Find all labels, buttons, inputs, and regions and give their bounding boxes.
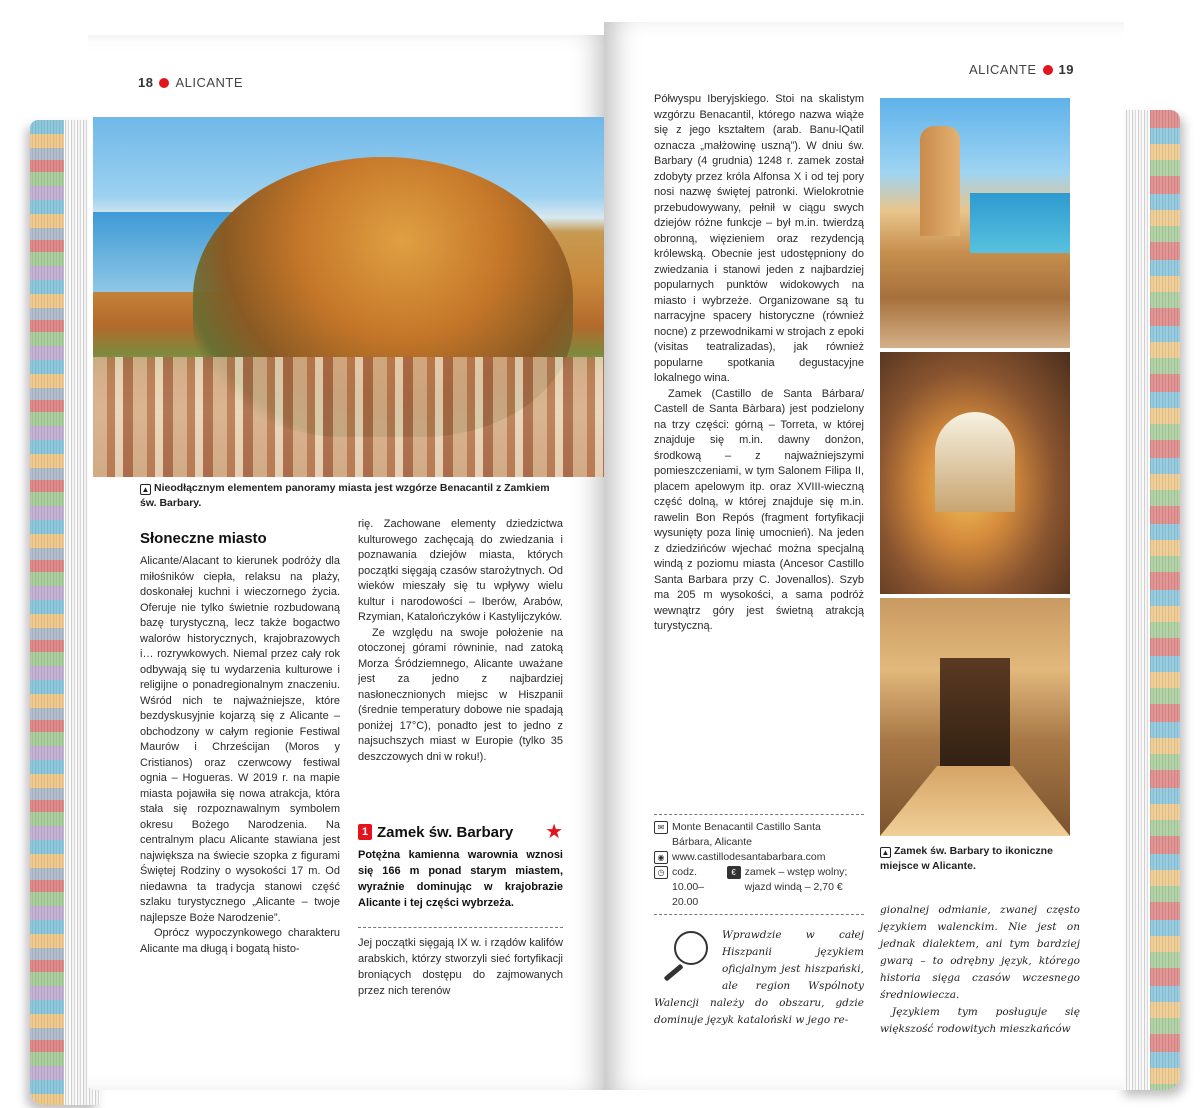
left-page-header (138, 75, 243, 90)
text-column-left-2 (358, 517, 563, 765)
zamek-title: Zamek św. Barbary (377, 823, 514, 841)
section-heading: Słoneczne miasto (140, 530, 267, 547)
number-badge: 1 (358, 824, 372, 840)
clock-icon: ◷ (654, 866, 668, 879)
price-text: zamek – wstęp wolny; wjazd windą – 2,70 € (744, 866, 848, 893)
red-dot-icon (1043, 65, 1053, 75)
divider (654, 814, 864, 815)
text-column-right-1 (654, 92, 864, 635)
paragraph: Półwyspu Iberyjskiego. Stoi na skalistym wzgórzu Benacantil, którego nazwa wiąże się z jego kształtem (arab. Banu-lQatil oznacza „małżowinę uszną”). W dniu św. Barbary (4 grudnia) 1248 r. zamek został zdobyty przez króla Alfonsa X i od tej pory nosi nazwę świętej patronki. Wielokrotnie przebudowywany, pełnił w ciągu swych dziejów różne funkcje – był m.in. twierdzą obronną, więzieniem oraz rezydencją królewską. Obecnie jest udostępniony do zwiedzania i stanowi jeden z najbardziej popularnych punktów widokowych na miasto i wybrzeże. Organizowane są tu narracyjne spacery historyczne (również nocne) z przewodnikami w strojach z epoki (visitas teatralizadas), jak również popularne spotkania degustacyjne lokalnego wina. (654, 93, 864, 384)
info-block (654, 820, 864, 910)
paragraph: Językiem tym posługuje się większość rodowitych mieszkańców (880, 1006, 1080, 1035)
left-page (88, 35, 608, 1090)
zamek-lead-text: Potężna kamienna warownia wznosi się 166 m ponad starym miastem, wyraźnie dominując w krajobrazie Alicante i tej części wybrzeża. (358, 849, 563, 909)
text-column-left-1 (140, 530, 340, 957)
paragraph: Alicante/Alacant to kierunek podróży dla miłośników ciepła, relaksu na plaży, doskonałej kuchni i wieczornego życia. Oferuje nie tylko świetnie rozbudowaną bazę turystyczną, lecz także bogactwo walorów historycznych, krajobrazowych i… rozrywkowych. Niemal przez cały rok odbywają się tu wydarzenia kulturowe i religijne o ponadregionalnym znaczeniu. Wśród nich te najważniejsze, które bezdyskusyjnie kojarzą się z Alicante – obchodzony w całym regionie Festiwal Maurów i Chrześcijan (Moros y Cristianos) oraz czerwcowy festiwal ognia – Hogueras. W 2019 r. na mapie miasta pojawiła się nowa atrakcja, która stała się rozpoznawalnym symbolem okresu Bożego Narodzenia. Na centralnym placu Alicante stawiana jest największa na świecie szopka z figurami Świętej Rodziny o wysokości 17 m. Od niedawna ta tradycja stanowi część szlaku turystycznego „Alicante – twoje najlepsze Boże Narodzenie”. (140, 555, 340, 924)
up-arrow-icon: ▲ (141, 485, 150, 494)
right-page-header (969, 62, 1074, 77)
zamek-heading (358, 823, 563, 841)
section-title-left: ALICANTE (175, 75, 244, 90)
page-number-left: 18 (138, 75, 154, 90)
page-number-right: 19 (1058, 62, 1074, 77)
mouse-icon: ◉ (654, 851, 668, 864)
gallery-photo (880, 598, 1070, 836)
hours-text: codz. 10.00–20.00 (672, 866, 705, 908)
divider (654, 914, 864, 915)
paragraph: rię. Zachowane elementy dziedzictwa kulturowego zachęcają do zwiedzania i poznawania dziejów miasta, których początki sięgają czasów starożytnych. Od wieków mieszały się tu wpływy wielu kultur i narodowości – Iberów, Arabów, Rzymian, Katalończyków i Kastylijczyków. (358, 518, 563, 623)
paragraph: Oprócz wypoczynkowego charakteru Alicante ma długą i bogatą histo- (140, 927, 340, 955)
fun-fact-text: Wprawdzie w całej Hiszpanii językiem oficjalnym jest hiszpański, ale region Wspólnoty Walencji należy do obszaru, gdzie dominuje język kataloński w jego re- (654, 929, 864, 1026)
section-title-right: ALICANTE (968, 62, 1037, 77)
address-text: Monte Benacantil Castillo Santa Bárbara, Alicante (672, 821, 821, 848)
photo-caption-right: ▲ Zamek św. Barbary to ikoniczne miejsce w Alicante. (880, 845, 1053, 872)
castle-hill-photo (93, 117, 608, 477)
divider (358, 927, 563, 928)
right-page-edges (1120, 110, 1180, 1090)
red-dot-icon (159, 78, 169, 88)
paragraph: Zamek (Castillo de Santa Bárbara/ Castell de Santa Bàrbara) jest podzielony na trzy części: górną – Torreta, w której znajduje się m.in. dawny donżon, środkową – z najważniejszymi pomieszczeniami, w tym Salonem Filipa II, placem apelowym itp. oraz XVIII-wieczną część dolną, w której znajduje się m.in. rawelin Bon Repós (fragment fortyfikacji wysunięty poza linię umocnień). Na jeden z dziedzińców wjechać można specjalną windą z poziomu miasta (Ancesor Castillo Santa Barbara przy C. Jovenallos). Szyb ma 205 m wysokości, a sama podróż wewnątrz góry jest świetną atrakcją turystyczną. (654, 387, 864, 632)
fun-fact-continued (880, 902, 1080, 1038)
paragraph: gionalnej odmianie, zwanej często językiem walenckim. Nie jest on jednak dialektem, ani tym bardziej gwarą – to odrębny język, którego historia sięga czasów wczesnego średniowiecza. (880, 904, 1080, 1001)
euro-icon: € (727, 866, 741, 879)
up-arrow-icon: ▲ (881, 848, 890, 857)
arch-photo (880, 352, 1070, 594)
paragraph: Ze względu na swoje położenie na otoczonej górami równinie, nad zatoką Morza Śródziemnego, Alicante uważane jest za jedno z najbardziej nasłonecznionych miejsc w Hiszpanii (średnie temperatury dobowe nie spadają poniżej 17°C), ponadto jest to jedno z najsuchszych miast w Europie (tylko 35 deszczowych dni w roku!). (358, 626, 563, 763)
envelope-icon: ✉ (654, 821, 668, 834)
magnifier-icon (654, 927, 716, 985)
star-icon: ★ (545, 821, 563, 843)
website-link[interactable]: www.castillodesantabarbara.com (672, 851, 826, 863)
right-page (604, 22, 1124, 1090)
fun-fact-box (654, 927, 864, 1029)
photo-caption-left: ▲ Nieodłącznym elementem panoramy miasta jest wzgórze Benacantil z Zamkiem św. Barbary. (140, 482, 550, 509)
zamek-body-text: Jej początki sięgają IX w. i rządów kalifów arabskich, którzy stworzyli sieć fortyfikacji broniących dostępu do zajmowanych przez nich terenów (358, 937, 563, 997)
watchtower-photo (880, 98, 1070, 348)
